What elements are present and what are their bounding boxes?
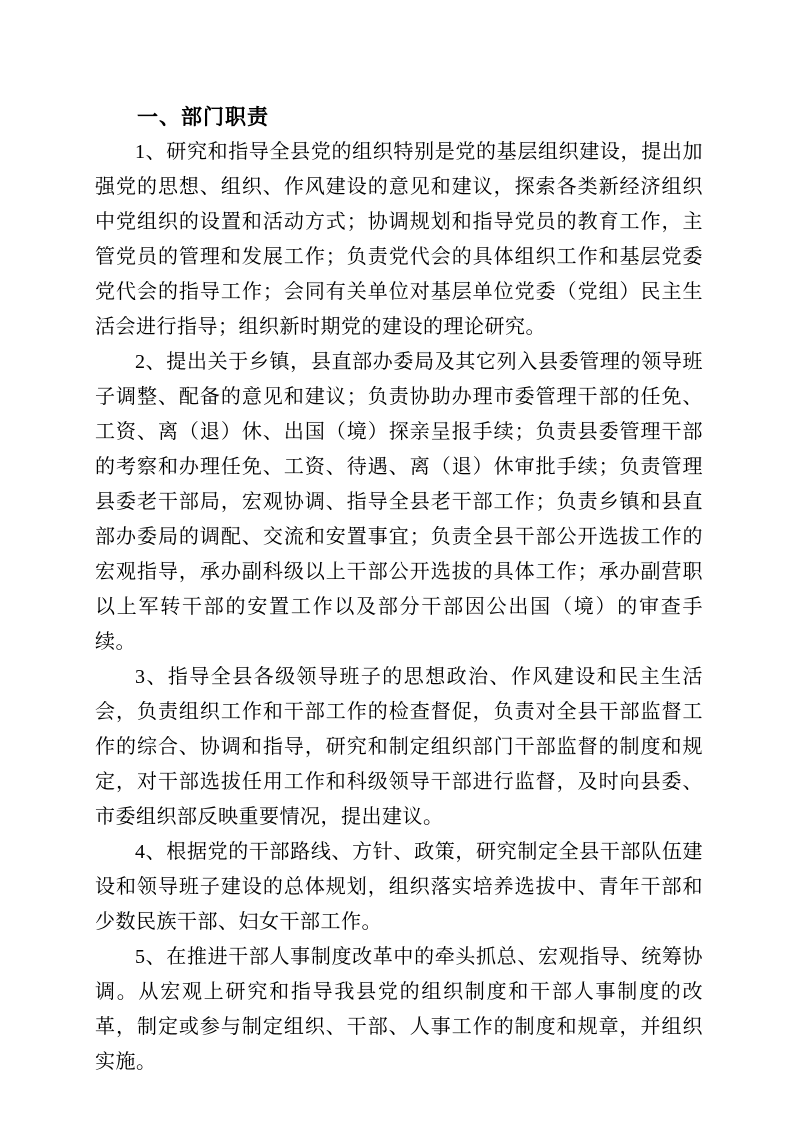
paragraph-duty-1: 1、研究和指导全县党的组织特别是党的基层组织建设，提出加强党的思想、组织、作风建设的意见和建议，探索各类新经济组织中党组织的设置和活动方式；协调规划和指导党员的教育工作，主管党员的管理和发展工作；负责党代会的具体组织工作和基层党委党代会的指导工作；会同有关单位对基层单位党委（党组）民主生活会进行指导；组织新时期党的建设的理论研究。 — [95, 141, 703, 338]
paragraph-duty-2: 2、提出关于乡镇，县直部办委局及其它列入县委管理的领导班子调整、配备的意见和建议；负责协助办理市委管理干部的任免、工资、离（退）休、出国（境）探亲呈报手续；负责县委管理干部的考察和办理任免、工资、待遇、离（退）休审批手续；负责管理县委老干部局，宏观协调、指导全县老干部工作；负责乡镇和县直部办委局的调配、交流和安置事宜；负责全县干部公开选拔工作的宏观指导，承办副科级以上干部公开选拔的具体工作；承办副营职以上军转干部的安置工作以及部分干部因公出国（境）的审查手续。 — [95, 351, 703, 653]
paragraph-duty-3: 3、指导全县各级领导班子的思想政治、作风建设和民主生活会，负责组织工作和干部工作的检查督促，负责对全县干部监督工作的综合、协调和指导，研究和制定组织部门干部监督的制度和规定，对干部选拔任用工作和科级领导干部进行监督，及时向县委、市委组织部反映重要情况，提出建议。 — [95, 666, 703, 828]
paragraph-duty-5: 5、在推进干部人事制度改革中的牵头抓总、宏观指导、统筹协调。从宏观上研究和指导我县党的组织制度和干部人事制度的改革，制定或参与制定组织、干部、人事工作的制度和规章，并组织实施。 — [95, 946, 703, 1073]
section-heading: 一、部门职责 — [137, 105, 269, 129]
paragraph-duty-4: 4、根据党的干部路线、方针、政策，研究制定全县干部队伍建设和领导班子建设的总体规划，组织落实培养选拔中、青年干部和少数民族干部、妇女干部工作。 — [95, 841, 703, 933]
